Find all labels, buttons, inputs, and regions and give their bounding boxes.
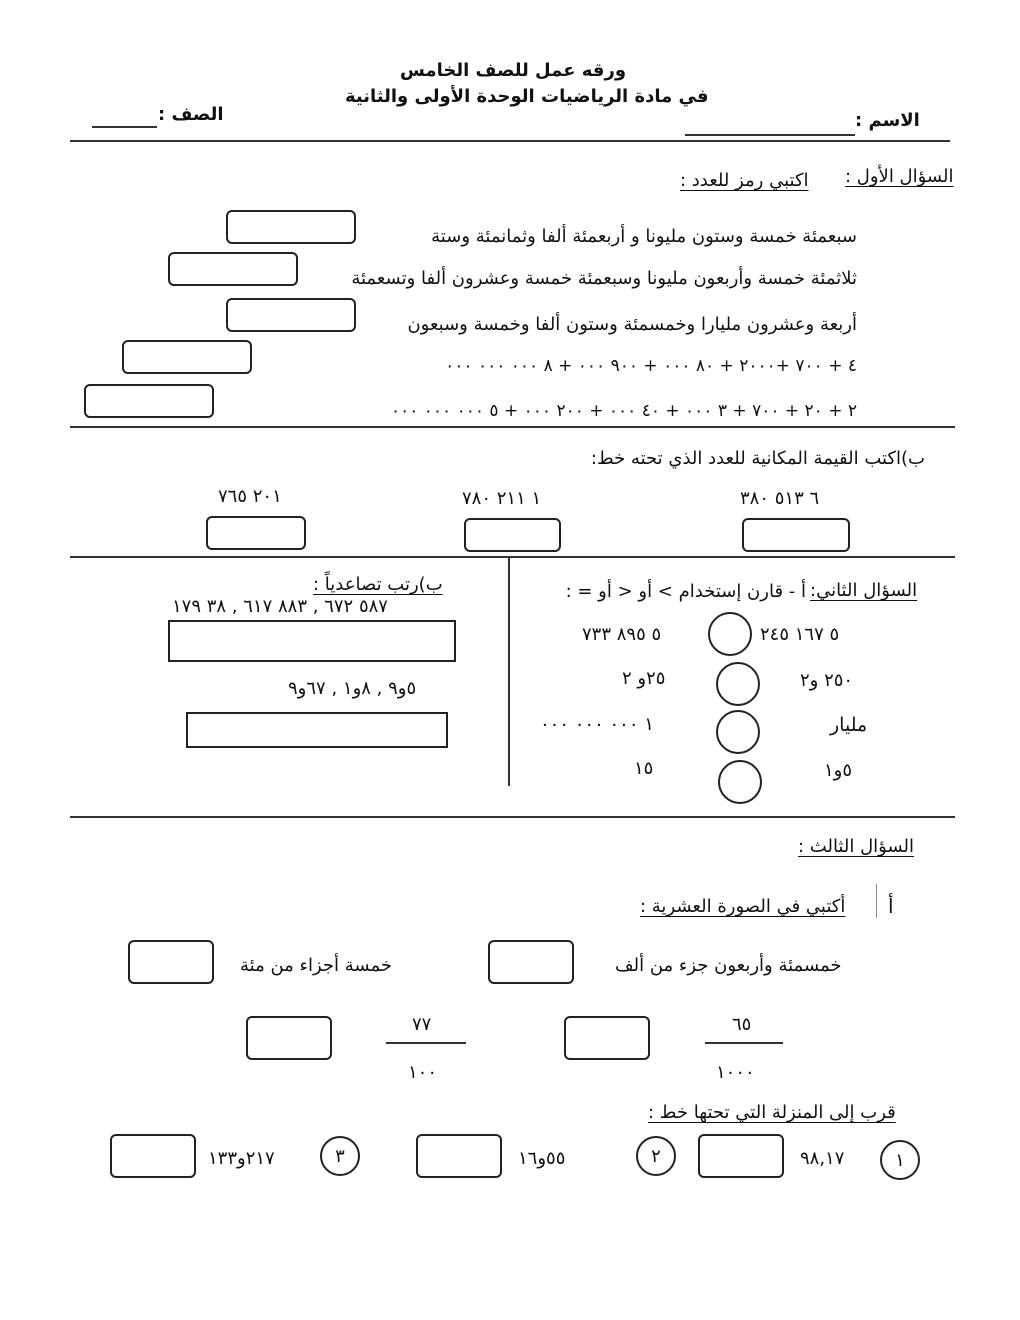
q1-divider [70,426,955,428]
q3-round-label-2: ٢ [636,1136,676,1176]
q3-round-title: قرب إلى المنزلة التي تحتها خط : [648,1102,896,1123]
q2b-sort-list-2: ٥و٩ , ٨و١ , ٦٧و٩ [288,678,417,699]
header-divider [70,140,950,142]
q1b-answer-box-1[interactable] [742,518,850,552]
q2-compare-right-4: ١٥ [634,758,654,779]
worksheet-title: ورقه عمل للصف الخامس [400,60,627,81]
q1-item-4: ٤ + ٧٠٠ +٢٠٠٠ + ٨٠ ٠٠٠ + ٩٠٠ ٠٠٠ + ٨ ٠٠٠ ٠٠٠ ٠٠٠ [445,356,857,376]
q2-compare-left-3: مليار [830,714,868,736]
q3-title: السؤال الثالث : [798,836,914,857]
q3-fraction-answer-box-1[interactable] [564,1016,650,1060]
q1-answer-box-3[interactable] [226,298,356,332]
class-label: الصف : [158,104,224,125]
q3-word-answer-box-1[interactable] [488,940,574,984]
q3-fraction-answer-box-2[interactable] [246,1016,332,1060]
q1-answer-box-2[interactable] [168,252,298,286]
q3-part-a-letter: أ [888,894,894,918]
q3-round-value-1: ٩٨,١٧ [800,1148,845,1169]
q3-fraction-1-bar [705,1042,783,1044]
q2-compare-right-3: ١ ٠٠٠ ٠٠٠ ٠٠٠ [540,714,654,735]
class-blank[interactable] [92,126,157,128]
q2-divider [70,816,955,818]
q1-answer-box-5[interactable] [84,384,214,418]
q3-round-value-3: ٢١٧و١٣٣ [208,1148,275,1169]
q1-answer-box-1[interactable] [226,210,356,244]
q1-instruction: اكتبي رمز للعدد : [680,170,809,191]
q2-compare-right-2: ٢٥و ٢ [622,668,666,689]
q3-part-a-marker [876,884,877,918]
q2b-sort-answer-box-2[interactable] [186,712,448,748]
q3-fraction-2-bar [386,1042,466,1044]
q1-item-2: ثلاثمئة خمسة وأربعون مليونا وسبعمئة خمسة وعشرون ألفا وتسعمئة [351,268,857,289]
q1-title: السؤال الأول : [845,166,954,187]
q1-answer-box-4[interactable] [122,340,252,374]
q2-compare-right-1: ٥ ٨٩٥ ٧٣٣ [582,624,662,645]
q3-round-label-1: ١ [880,1140,920,1180]
q1b-answer-box-3[interactable] [206,516,306,550]
q2-compare-circle-3[interactable] [716,710,760,754]
q2-compare-circle-4[interactable] [718,760,762,804]
worksheet-subtitle: في مادة الرياضيات الوحدة الأولى والثانية [345,86,709,107]
q2-column-divider [508,556,510,786]
q1b-answer-box-2[interactable] [464,518,561,552]
q3-part-a-instruction: أكتبي في الصورة العشرية : [640,896,846,917]
q1b-title: ب)اكتب القيمة المكانية للعدد الذي تحته خط: [590,448,925,469]
q1-item-5: ٢ + ٢٠ + ٧٠٠ + ٣ ٠٠٠ + ٤٠ ٠٠٠ + ٢٠٠ ٠٠٠ + ٥ ٠٠٠ ٠٠٠ ٠٠٠ [390,401,857,421]
q1b-number-1: ٦ ٥١٣ ٣٨٠ [740,488,820,509]
q2-compare-left-4: ٥و١ [824,760,853,781]
q2b-sort-answer-box-1[interactable] [168,620,456,662]
q3-round-answer-box-1[interactable] [698,1134,784,1178]
q2-title: السؤال الثاني: [810,580,918,601]
q3-fraction-2-denominator: ١٠٠ [408,1062,438,1083]
q3-fraction-2-numerator: ٧٧ [412,1014,432,1035]
q3-round-answer-box-3[interactable] [110,1134,196,1178]
q3-fraction-1-denominator: ١٠٠٠ [716,1062,755,1083]
q3-fraction-1-numerator: ٦٥ [732,1014,752,1035]
q1b-divider [70,556,955,558]
q2-compare-circle-1[interactable] [708,612,752,656]
q2b-sort-title: ب)رتب تصاعدياً : [313,574,443,595]
q3-round-label-3: ٣ [320,1136,360,1176]
q3-round-value-2: ٥٥و١٦ [518,1148,566,1169]
q2-compare-circle-2[interactable] [716,662,760,706]
q2b-sort-list-1: ٥٨٧ ٦٧٢ , ٨٨٣ ٦١٧ , ٣٨ ١٧٩ [172,596,388,617]
q2-instruction: أ - قارن إستخدام > أو < أو = : [565,581,806,602]
q1b-number-2: ١ ٢١١ ٧٨٠ [462,488,542,509]
q3-word-2: خمسة أجزاء من مئة [240,955,392,976]
q1b-number-3: ٢٠١ ٧٦٥ [218,486,282,507]
name-label: الاسم : [855,110,920,131]
q3-round-answer-box-2[interactable] [416,1134,502,1178]
q2-compare-left-2: ٢٥٠ و٢ [800,670,854,691]
q1-item-3: أربعة وعشرون مليارا وخمسمئة وستون ألفا وخمسة وسبعون [407,314,857,335]
name-blank[interactable] [685,134,855,136]
q3-word-answer-box-2[interactable] [128,940,214,984]
q1-item-1: سبعمئة خمسة وستون مليونا و أربعمئة ألفا وثمانمئة وستة [431,226,857,247]
q3-word-1: خمسمئة وأربعون جزء من ألف [615,955,842,976]
q2-compare-left-1: ٥ ١٦٧ ٢٤٥ [760,624,840,645]
